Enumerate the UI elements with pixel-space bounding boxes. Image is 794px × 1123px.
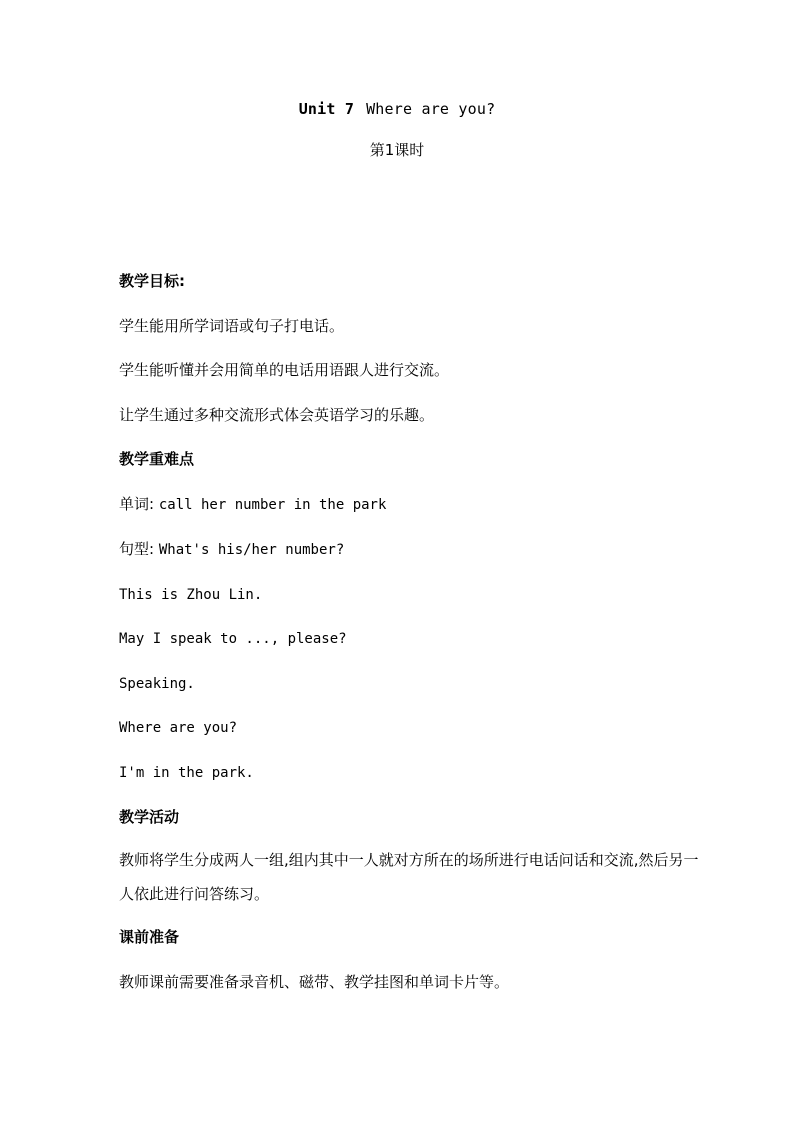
objectives-heading: 教学目标:: [119, 272, 185, 290]
lesson-label: 第1课时: [369, 141, 425, 159]
words-list: call her number in the park: [158, 496, 387, 513]
objective-item: 让学生通过多种交流形式体会英语学习的乐趣。: [119, 405, 435, 424]
unit-topic: Where are you?: [366, 100, 496, 118]
words-line: [119, 494, 699, 515]
activities-text: 教师将学生分成两人一组,组内其中一人就对方所在的场所进行电话问话和交流,然后另一人依此进行问答练习。: [119, 851, 699, 903]
sentence-line: Speaking.: [119, 675, 195, 692]
patterns-line: [119, 539, 699, 560]
words-label: 单词:: [119, 494, 155, 513]
pattern-question: What's his/her number?: [158, 542, 345, 558]
objective-item: 学生能听懂并会用简单的电话用语跟人进行交流。: [119, 361, 450, 379]
unit-number: Unit 7: [298, 100, 355, 118]
sentence-line: I'm in the park.: [119, 764, 254, 781]
document-body: [119, 271, 699, 992]
key-points-heading: 教学重难点: [119, 450, 195, 468]
objective-item: 学生能用所学词语或句子打电话。: [119, 316, 345, 335]
patterns-label: 句型:: [119, 540, 155, 558]
activities-heading: 教学活动: [119, 808, 180, 826]
preparation-heading: 课前准备: [119, 928, 180, 946]
sentence-line: May I speak to ..., please?: [119, 631, 347, 647]
sentence-line: This is Zhou Lin.: [119, 586, 263, 603]
sentence-line: Where are you?: [119, 720, 238, 736]
preparation-text: 教师课前需要准备录音机、磁带、教学挂图和单词卡片等。: [119, 972, 510, 991]
document-title: [0, 99, 794, 119]
